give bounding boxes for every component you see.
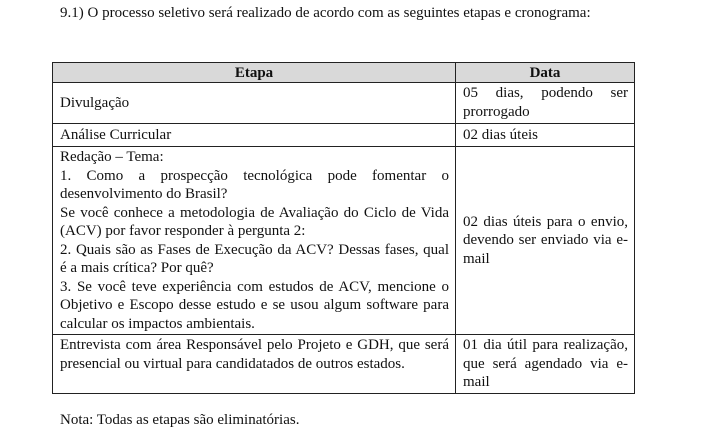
- table-row: [53, 124, 635, 147]
- data-cell: 02 dias úteis para o envio, devendo ser enviado via e-mail: [456, 147, 635, 335]
- etapa-text: Divulgação: [60, 94, 130, 111]
- header-data: Data: [456, 63, 635, 83]
- etapa-text: Análise Curricular: [60, 126, 172, 143]
- etapa-cell: [53, 83, 456, 124]
- etapa-line: Redação – Tema:: [60, 149, 164, 165]
- note-text: Nota: Todas as etapas são eliminatórias.: [60, 412, 300, 428]
- etapa-cell: [53, 147, 456, 335]
- data-cell: 01 dia útil para realização, que será agendado via e-mail: [456, 335, 635, 394]
- etapa-line: 3. Se você teve experiência com estudos de ACV, mencione o Objetivo e Escopo desse estudo e se usou algum software para calcular os impactos ambientais.: [60, 278, 449, 332]
- header-etapa: Etapa: [53, 63, 456, 83]
- etapa-cell: [53, 124, 456, 147]
- table-header-row: [53, 63, 635, 83]
- etapa-line: 2. Quais são as Fases de Execução da ACV? Dessas fases, qual é a mais crítica? Por quê?: [60, 241, 449, 276]
- table-row: [53, 147, 635, 335]
- etapa-line: 1. Como a prospecção tecnológica pode fomentar o desenvolvimento do Brasil?: [60, 167, 449, 202]
- data-cell: 02 dias úteis: [456, 124, 635, 147]
- table-row: [53, 83, 635, 124]
- table-row: [53, 335, 635, 394]
- etapa-line: Se você conhece a metodologia de Avaliação do Ciclo de Vida (ACV) por favor responder à pergunta 2:: [60, 204, 449, 239]
- schedule-table: [52, 62, 635, 394]
- data-cell: 05 dias, podendo ser prorrogado: [456, 83, 635, 124]
- intro-paragraph: 9.1) O processo seletivo será realizado de acordo com as seguintes etapas e cronograma:: [60, 5, 591, 21]
- etapa-text: Entrevista com área Responsável pelo Projeto e GDH, que será presencial ou virtual para candidatados de outros estados.: [60, 337, 449, 372]
- etapa-cell: [53, 335, 456, 394]
